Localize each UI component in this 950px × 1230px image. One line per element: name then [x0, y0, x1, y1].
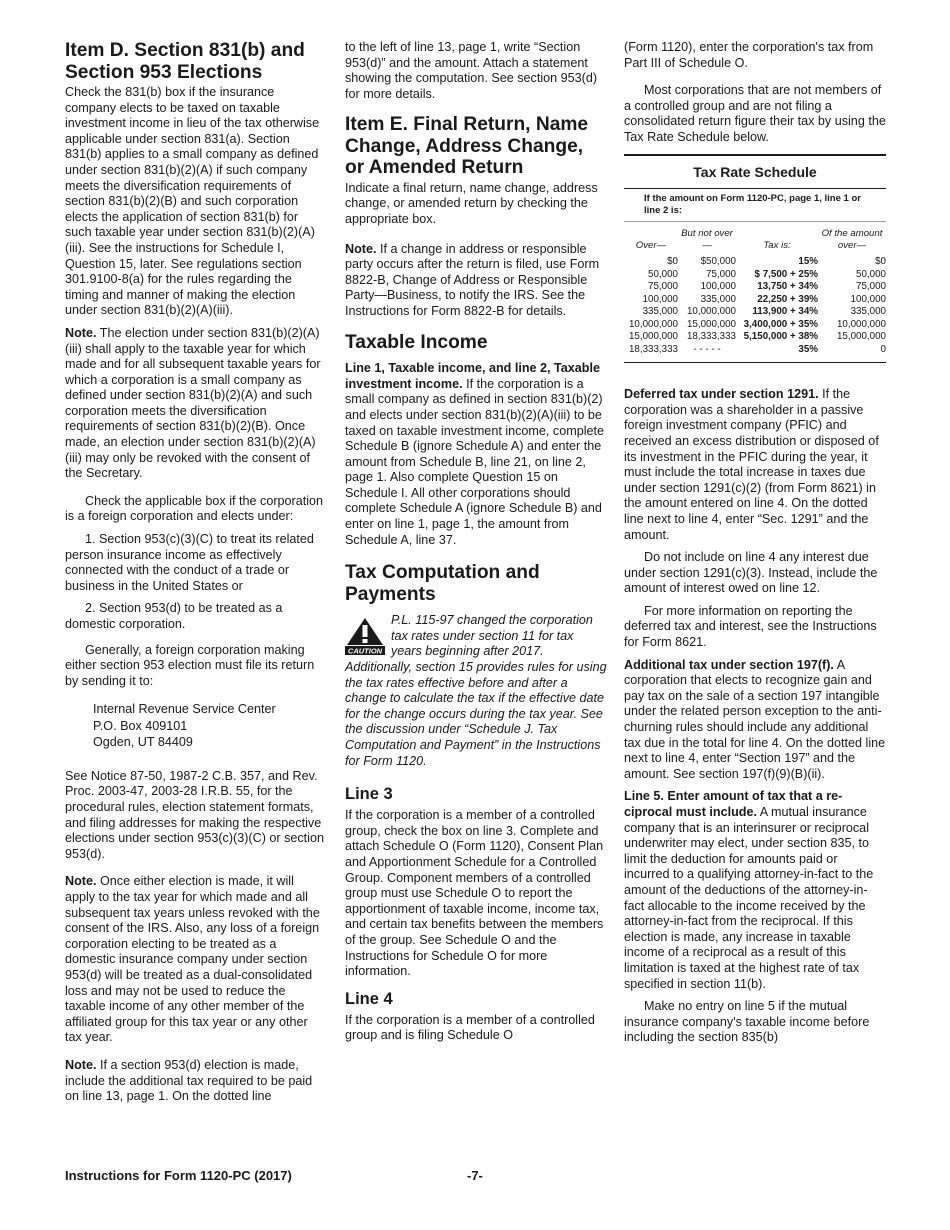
table-title: Tax Rate Schedule — [624, 156, 886, 190]
table-row — [624, 294, 886, 307]
column-header: Tax is: — [763, 240, 791, 252]
paragraph — [624, 789, 886, 992]
note-paragraph — [65, 326, 327, 482]
cell-over: 335,000 — [642, 306, 678, 318]
paragraph — [345, 361, 607, 548]
cell-over: $0 — [667, 256, 678, 268]
table-row — [624, 344, 886, 363]
cell-not-over: 15,000,000 — [686, 318, 736, 330]
caution-text: P.L. 115-97 changed the corporation tax rates under section 11 for tax years beginning after 2017. Additionally, section 15 provides rules for using the tax rates effective before and after a change to calculate the tax if the effective date for the change occurs during the tax year. See the discussion under “Schedule J. Tax Computation and Payment” in the Instructions for Form 1120. — [345, 613, 607, 768]
caution-label: CAUTION — [347, 646, 383, 656]
list-item: 2. Section 953(d) to be treated as a domestic corporation. — [65, 601, 283, 631]
note-text: If a change in address or responsible party occurs after the return is filed, use Form 8822-B, Change of Address or Responsible Party—Business, to notify the IRS. See the Instructions for Form 8822-B for details. — [345, 241, 600, 319]
cell-tax: 35% — [798, 343, 818, 355]
cell-tax: $ 7,500 + 25% — [754, 268, 818, 280]
cell-of-over: 50,000 — [856, 268, 886, 280]
paragraph-text: If the corporation was a shareholder in a passive foreign investment company (PFIC) and received an excess distribution or disposed of its investment in the PFIC during the year, it must include the total increase in taxes due under section 1291(c)(2) (from Form 8621) in the amount entered on line 4. On the dotted line next to line 4, enter “Sec. 1291” and the amount. — [624, 387, 879, 542]
note-paragraph — [345, 242, 607, 320]
table-row — [624, 269, 886, 282]
cell-over: 100,000 — [642, 293, 678, 305]
note-text: If a section 953(d) election is made, include the additional tax required to be paid on line 13, page 1. On the dotted line — [65, 1057, 313, 1104]
note-label: Note. — [345, 241, 377, 256]
cell-of-over: 75,000 — [856, 281, 886, 293]
rate-table — [624, 222, 886, 362]
paragraph: Indicate a final return, name change, address change, or amended return by checking the appropriate box. — [345, 180, 598, 227]
paragraph: See Notice 87-50, 1987-2 C.B. 357, and Rev. Proc. 2003-47, 2003-28 I.R.B. 55, for the procedural rules, election statement formats, and filing addresses for making the respective elections under section 953(c)(3)(C) or section 953(d). — [65, 768, 324, 861]
table-row — [624, 254, 886, 269]
cell-tax: 3,400,000 + 35% — [743, 318, 818, 330]
address-line: P.O. Box 409101 — [93, 718, 188, 733]
cell-of-over: 100,000 — [850, 293, 886, 305]
paragraph: Make no entry on line 5 if the mutual insurance company's taxable income before including the section 835(b) — [624, 999, 870, 1045]
caution-icon — [345, 617, 385, 655]
section-heading-tax-computation: Tax Computation and Payments — [345, 562, 540, 605]
column-1 — [65, 40, 327, 1112]
paragraph — [624, 387, 886, 543]
paragraph: Do not include on line 4 any interest due under section 1291(c)(3). Instead, include the amount of interest owed on line 12. — [624, 550, 878, 596]
note-text: The election under section 831(b)(2)(A)(iii) shall apply to the taxable year for which made and for all subsequent taxable years for which a corporation is a small company as defined under section 831(b)(2)(A) and such corporation meets the diversification requirements of section 831(b)(2)(B). Once made, an election under section 831(b)(2)(A)(iii) may only be revoked with the consent of the Secretary. — [65, 325, 321, 481]
cell-over: 15,000,000 — [628, 331, 678, 343]
section-heading-item-d: Item D. Section 831(b) and Section 953 Elections — [65, 40, 305, 83]
caution-note — [345, 613, 607, 769]
cell-not-over: 18,333,333 — [686, 331, 736, 343]
cell-of-over: $0 — [875, 256, 886, 268]
table-row — [624, 319, 886, 332]
cell-not-over: 10,000,000 — [686, 306, 736, 318]
run-in-heading: Deferred tax under section 1291. — [624, 387, 819, 402]
run-in-heading: Line 1, Taxable income, and line 2, Taxable investment income. — [345, 361, 600, 391]
table-row — [624, 306, 886, 319]
run-in-heading: Line 5. Enter amount of tax that a re-ciprocal must include. — [624, 789, 843, 819]
cell-of-over: 15,000,000 — [836, 331, 886, 343]
cell-not-over: $50,000 — [700, 256, 736, 268]
cell-not-over: 335,000 — [700, 293, 736, 305]
run-in-heading: Additional tax under section 197(f). — [624, 657, 834, 672]
column-header: Of the amount over— — [821, 228, 883, 252]
column-3 — [624, 40, 886, 1053]
cell-tax: 15% — [798, 256, 818, 268]
cell-over: 10,000,000 — [628, 318, 678, 330]
note-label: Note. — [65, 325, 97, 340]
cell-tax: 22,250 + 39% — [757, 293, 818, 305]
cell-over: 18,333,333 — [628, 343, 678, 355]
note-paragraph — [65, 874, 327, 1046]
paragraph-text: A mutual insurance company that is an interinsurer or reciprocal underwriter may elect, under section 835, to limit the deduction for amounts paid or incurred to a qualifying attorney-in-fact to the amount of the deductions of the attorney-in-fact allocable to the income received by the attorney-in-fact from the reciprocal. If this election is made, any increase in taxable income of a reciprocal as a result of this limitation is taxed at the highest rate of tax specified in section 11(b). — [624, 805, 874, 991]
paragraph-text: A corporation that elects to recognize gain and pay tax on the sale of a section 197 intangible under the related person exception to the anti-churning rules should include any additional tax due in the total for line 4. On the dotted line next to line 4, enter “Section 197” and the amount. See section 197(f)(9)(B)(ii). — [624, 657, 886, 781]
list-item: 1. Section 953(c)(3)(C) to treat its related person insurance income as effectively connected with the conduct of a trade or business in the United States or — [65, 532, 314, 593]
section-heading-line-3: Line 3 — [345, 785, 393, 804]
cell-of-over: 335,000 — [850, 306, 886, 318]
note-text: Once either election is made, it will apply to the tax year for which made and all subsequent tax years unless revoked with the consent of the IRS. Also, any loss of a foreign corporation electing to be treated as a domestic insurance company under section 953(d) will be treated as a dual-consolidated loss and may not be used to reduce the taxable income of any other member of the affiliated group for this tax year or any other tax year. — [65, 874, 320, 1045]
paragraph-text: If the corporation is a small company as defined in section 831(b)(2) and elects under section 831(b)(2)(A)(iii) to be taxed on taxable investment income, complete Schedule B (ignore Schedule A) and enter the amount from Schedule B, line 21, on line 2, page 1. Also complete Question 15 on Schedule I. All other corporations should complete Schedule A (ignore Schedule B) and enter on line 1, page 1, the amount from Schedule A, line 37. — [345, 376, 605, 547]
paragraph: (Form 1120), enter the corporation's tax from Part III of Schedule O. — [624, 40, 874, 70]
cell-of-over: 0 — [880, 343, 886, 355]
paragraph: Check the 831(b) box if the insurance company elects to be taxed on taxable investment income in lieu of the tax otherwise applicable under section 831(a). Section 831(b) applies to a small company as defined under section 831(b)(2)(A) if such company meets the diversification requirements of section 831(b)(2)(B) and such corporation elects the application of section 831(b) for such taxable year under section 831(b)(2)(A)(iii). See the instructions for Schedule I, Question 15, later. See regulations section 301.9100-8(a) for the rules regarding the timing and manner of making the election under section 831(b)(2)(A)(iii). — [65, 85, 320, 318]
column-2 — [345, 40, 607, 1051]
paragraph — [624, 658, 886, 783]
cell-not-over: 75,000 — [706, 268, 736, 280]
cell-over: 75,000 — [648, 281, 678, 293]
table-row — [624, 331, 886, 344]
address-line: Ogden, UT 84409 — [93, 735, 193, 750]
paragraph: If the corporation is a member of a controlled group and is filing Schedule O — [345, 1012, 595, 1043]
note-label: Note. — [65, 1057, 97, 1072]
cell-not-over: - - - - - — [693, 343, 721, 355]
cell-tax: 13,750 + 34% — [757, 281, 818, 293]
paragraph: Check the applicable box if the corporation is a foreign corporation and elects under: — [65, 493, 324, 524]
mailing-address — [93, 701, 327, 751]
section-heading-line-4: Line 4 — [345, 989, 393, 1008]
column-header: Over— — [635, 240, 667, 252]
paragraph: Most corporations that are not members of a controlled group and are not filing a consolidated return figure their tax by using the Tax Rate Schedule below. — [624, 83, 886, 144]
cell-not-over: 100,000 — [700, 281, 736, 293]
paragraph: Generally, a foreign corporation making either section 953 election must file its return by sending it to: — [65, 642, 315, 688]
note-paragraph — [65, 1058, 327, 1105]
paragraph: If the corporation is a member of a controlled group, check the box on line 3. Complete and attach Schedule O (Form 1120), Consent Plan and Apportionment Schedule for a Controlled Group. Component members of a controlled group must use Schedule O to report the apportionment of taxable income, income tax, and certain tax benefits between the members of the group. See Schedule O and the Instructions for Schedule O for more information. — [345, 808, 604, 979]
column-header: But not over — — [681, 228, 733, 252]
page-number: -7- — [467, 1168, 483, 1183]
note-label: Note. — [65, 874, 97, 889]
table-intro: If the amount on Form 1120-PC, page 1, line 1 or line 2 is: — [624, 189, 886, 222]
table-row — [624, 281, 886, 294]
table-header-row — [624, 222, 886, 254]
cell-tax: 5,150,000 + 38% — [743, 331, 818, 343]
cell-tax: 113,900 + 34% — [752, 306, 818, 318]
section-heading-taxable-income: Taxable Income — [345, 331, 488, 353]
cell-over: 50,000 — [648, 268, 678, 280]
paragraph: to the left of line 13, page 1, write “Section 953(d)” and the amount. Attach a statement showing the computation. See section 953(d) for more details. — [345, 40, 598, 101]
cell-of-over: 10,000,000 — [836, 318, 886, 330]
paragraph: For more information on reporting the deferred tax and interest, see the Instructions for Form 8621. — [624, 603, 877, 650]
tax-rate-schedule — [624, 154, 886, 364]
section-heading-item-e: Item E. Final Return, Name Change, Address Change, or Amended Return — [345, 114, 589, 179]
address-line: Internal Revenue Service Center — [93, 702, 276, 717]
footer-title: Instructions for Form 1120-PC (2017) — [65, 1168, 292, 1183]
